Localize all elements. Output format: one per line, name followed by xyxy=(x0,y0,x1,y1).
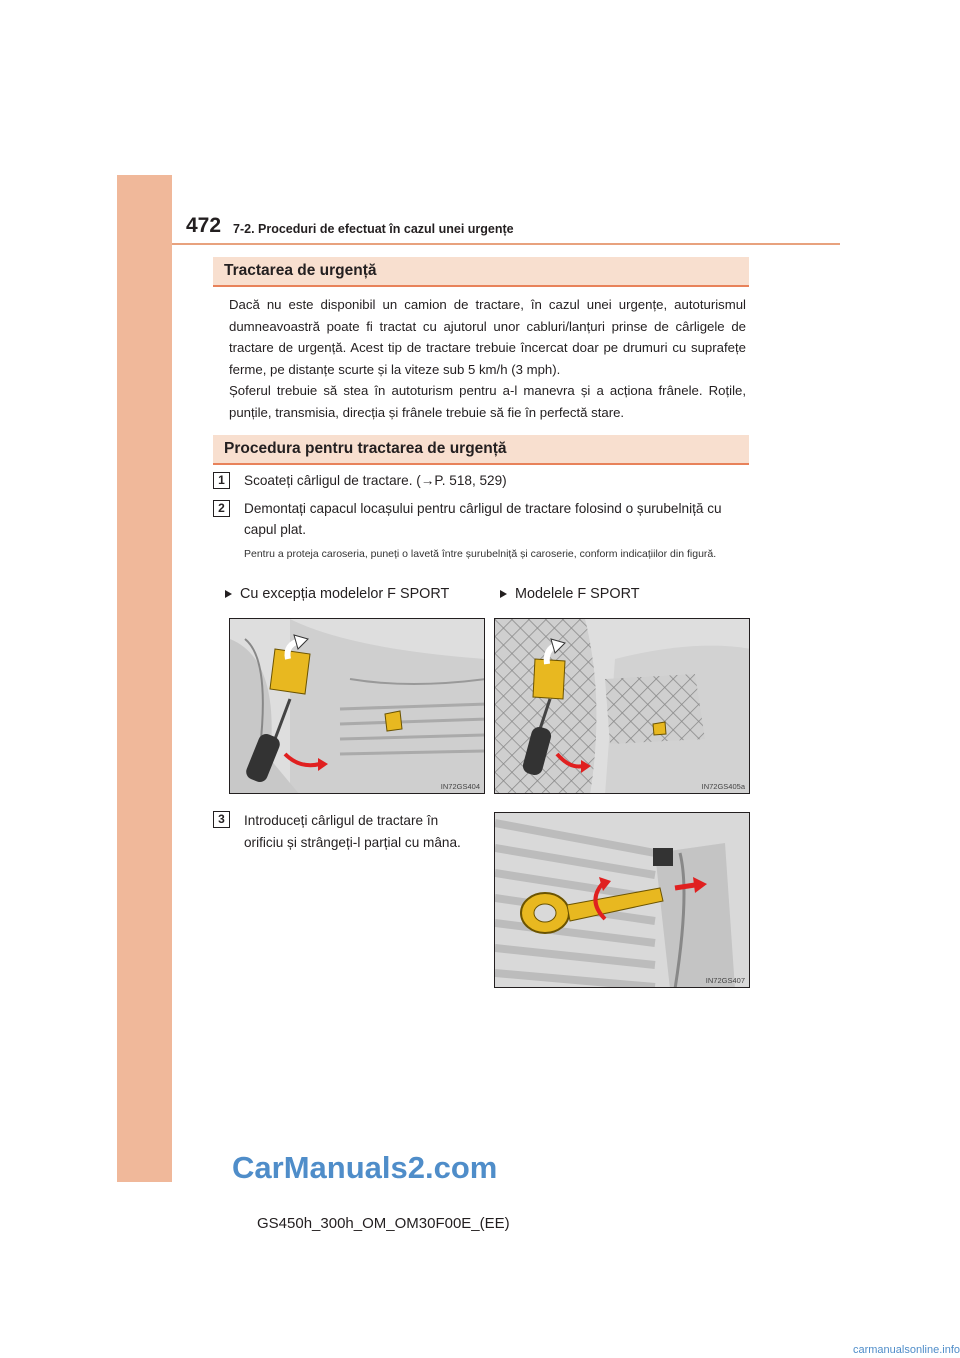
figure-code: IN72GS405a xyxy=(701,782,745,791)
section-title: Tractarea de urgență xyxy=(224,262,377,279)
step-text: orificiu și strângeți-l parțial cu mâna. xyxy=(244,835,461,850)
note-text: Pentru a proteja caroseria, puneți o lavetă între șurubelniță și caroserie, conform indicațiilor din figură. xyxy=(244,548,717,560)
step-text: Demontați capacul locașului pentru cârligul de tractare folosind o șurubelniță cu xyxy=(244,501,722,516)
step-text: capul plat. xyxy=(244,522,306,537)
triangle-bullet-icon xyxy=(225,590,232,598)
step-text: Introduceți cârligul de tractare în xyxy=(244,813,439,828)
body-paragraph: Dacă nu este disponibil un camion de tractare, în cazul unei urgențe, autoturismul dumneavoastră poate fi tractat cu ajutorul unor cabluri/lanțuri prinse de cârligele de tractare de urgență. Acest tip de tractare trebuie încercat doar pe drumuri cu suprafețe ferme, pe distanțe scurte și la viteze sub 5 km/h (3 mph). xyxy=(229,297,746,377)
figure-code: IN72GS407 xyxy=(705,976,745,985)
variant-label: Cu excepția modelelor F SPORT xyxy=(225,586,449,602)
figure-screwdriver-fsport xyxy=(494,618,750,794)
body-paragraph: Șoferul trebuie să stea în autoturism pentru a-l manevra și a acționa frânele. Roțile, punțile, transmisia, direcția și frânele trebuie să fie în perfectă stare. xyxy=(229,383,746,420)
page-side-tab xyxy=(117,175,172,1182)
page-number: 472 xyxy=(186,214,222,237)
step-number-badge: 2 xyxy=(213,500,230,517)
footer-document-code: GS450h_300h_OM_OM30F00E_(EE) xyxy=(257,1215,510,1232)
section-heading-emergency-towing xyxy=(213,257,749,287)
step-text: Scoateți cârligul de tractare. (→P. 518, 529) xyxy=(244,473,507,488)
figure-tow-hook-insert xyxy=(494,812,750,988)
watermark-bottom: carmanualsonline.info xyxy=(852,1344,960,1356)
section-heading-towing-procedure xyxy=(213,435,749,465)
step-number-badge: 1 xyxy=(213,472,230,489)
figure-code: IN72GS404 xyxy=(440,782,480,791)
figure-screwdriver-standard xyxy=(229,618,485,794)
header-divider xyxy=(172,243,840,245)
watermark: CarManuals2.com xyxy=(232,1150,498,1185)
triangle-bullet-icon xyxy=(500,590,507,598)
step-number-badge: 3 xyxy=(213,811,230,828)
variant-label: Modelele F SPORT xyxy=(500,586,640,602)
section-title: Procedura pentru tractarea de urgență xyxy=(224,440,507,457)
chapter-title: 7-2. Proceduri de efectuat în cazul unei urgențe xyxy=(233,222,514,236)
